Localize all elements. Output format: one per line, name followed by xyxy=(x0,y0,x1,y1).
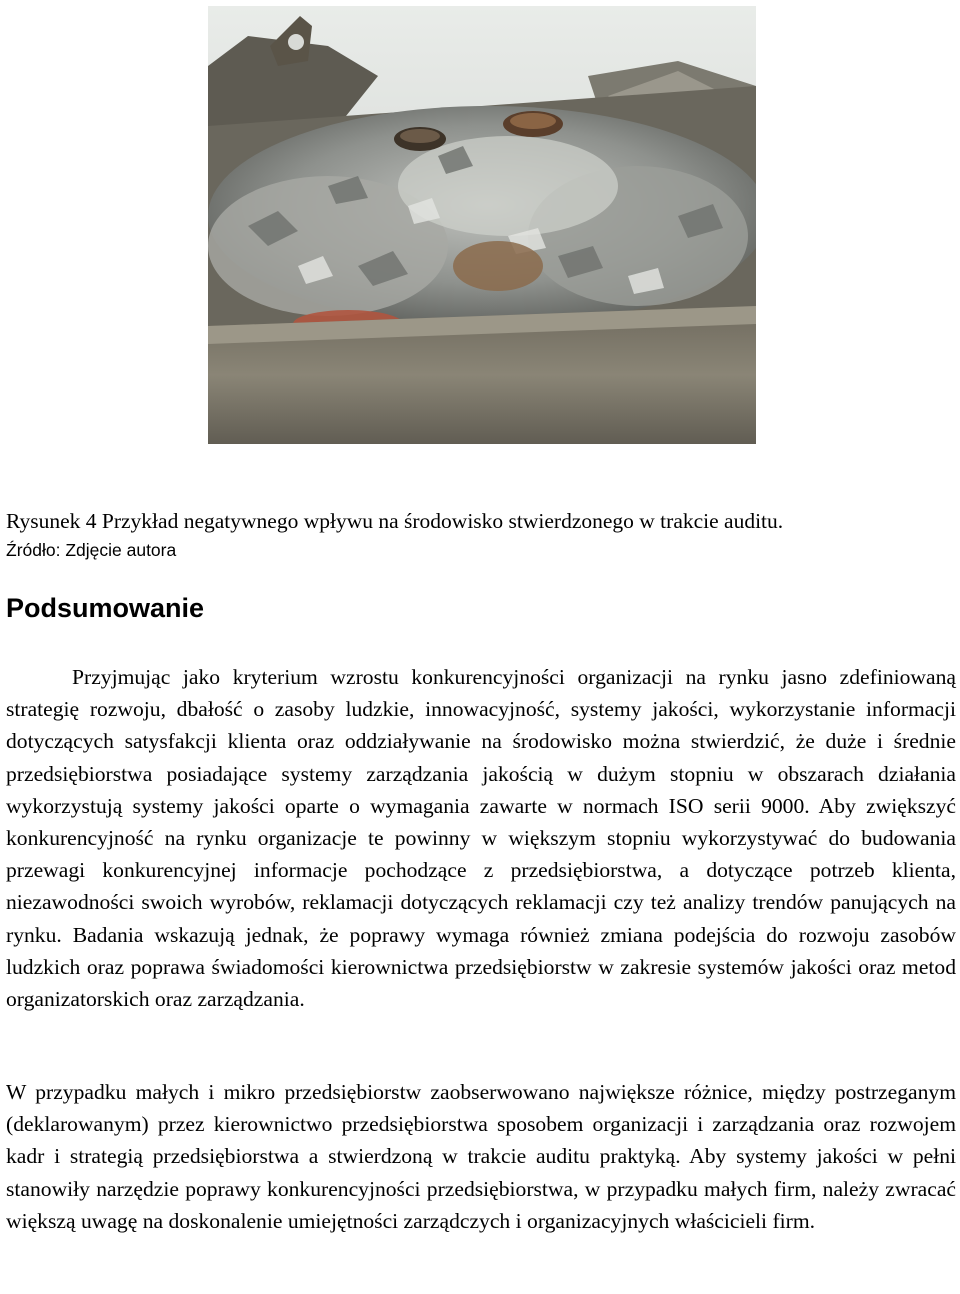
waste-container-photo xyxy=(208,6,756,444)
paragraph-2: W przypadku małych i mikro przedsiębiorstw zaobserwowano największe różnice, między postrzeganym (deklarowanym) przez kierownictwo przedsiębiorstwa sposobem organizacji i zarządzania oraz rozwojem kadr i strategią przedsiębiorstwa a stwierdzoną w trakcie auditu praktyką. Aby systemy jakości w pełni stanowiły narzędzie poprawy konkurencyjności przedsiębiorstwa, w przypadku małych firm, należy zwracać większą uwagę na doskonalenie umiejętności zarządczych i organizacyjnych właścicieli firm. xyxy=(6,1080,956,1233)
paragraph-1: Przyjmując jako kryterium wzrostu konkurencyjności organizacji na rynku jasno zdefiniowaną strategię rozwoju, dbałość o zasoby ludzkie, innowacyjność, systemy jakości, wykorzystanie informacji dotyczących satysfakcji klienta oraz oddziaływanie na środowisko można stwierdzić, że duże i średnie przedsiębiorstwa posiadające systemy zarządzania jakością w dużym stopniu w obszarach działania wykorzystują systemy jakości oparte o wymagania zawarte w normach ISO serii 9000. Aby zwiększyć konkurencyjność na rynku organizacje te powinny w większym stopniu wykorzystywać do budowania przewagi konkurencyjnej informacje pochodzące z przedsiębiorstwa, a dotyczące potrzeb klienta, niezawodności swoich wyrobów, reklamacji dotyczących reklamacji czy też analizy trendów panujących na rynku. Badania wskazują jednak, że poprawy wymaga również zmiana podejścia do rozwoju zasobów ludzkich oraz poprawa świadomości kierownictwa przedsiębiorstw w zakresie systemów jakości oraz metod organizatorskich oraz zarządzania. xyxy=(6,665,956,1012)
figure-photo xyxy=(208,6,756,444)
figure-source: Źródło: Zdjęcie autora xyxy=(6,540,177,560)
figure-caption: Rysunek 4 Przykład negatywnego wpływu na środowisko stwierdzonego w trakcie auditu. xyxy=(6,509,784,533)
section-heading: Podsumowanie xyxy=(6,593,205,623)
